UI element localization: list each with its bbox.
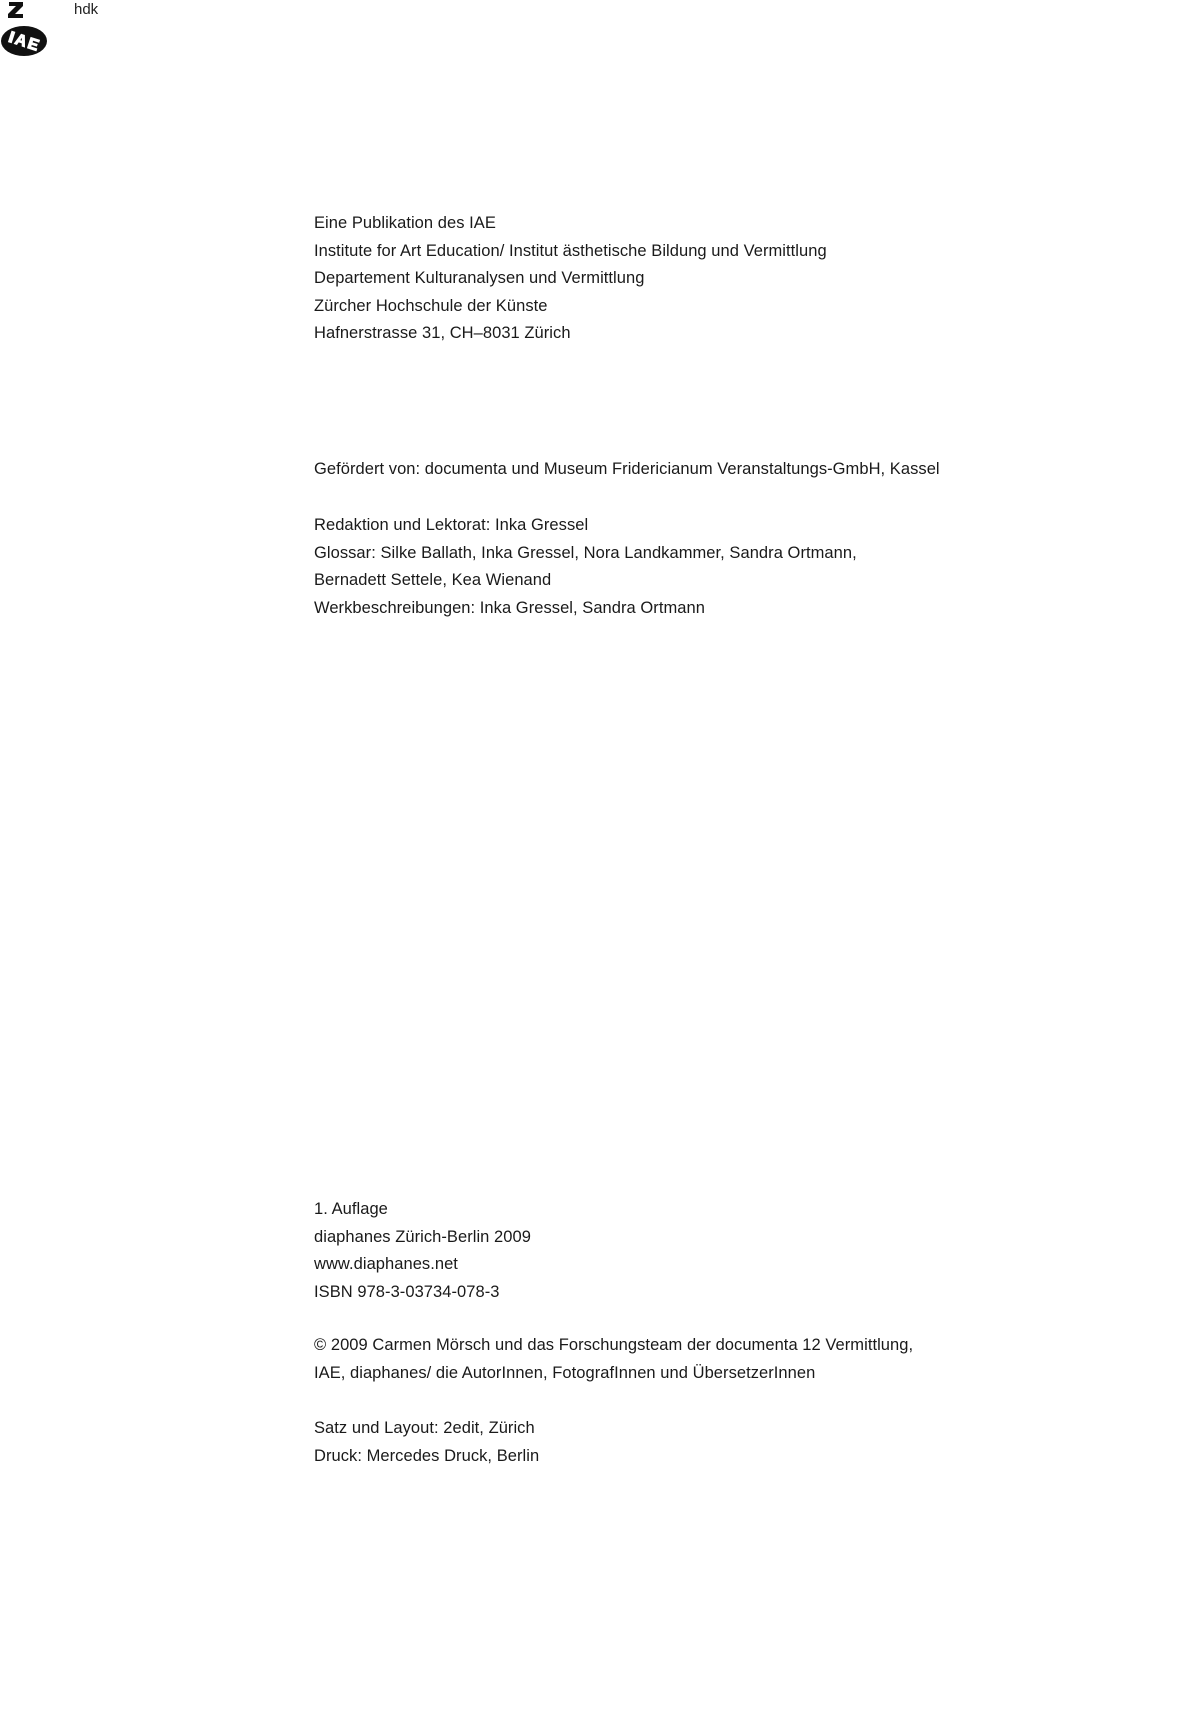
website-link[interactable]: www.diaphanes.net	[314, 1255, 458, 1273]
editorial-line: Glossar: Silke Ballath, Inka Gressel, Nora Landkammer, Sandra Ortmann,	[314, 543, 857, 562]
publisher-block	[314, 210, 827, 348]
production-block	[314, 1415, 539, 1470]
edition-line: diaphanes Zürich-Berlin 2009	[314, 1227, 531, 1246]
editorial-line: Bernadett Settele, Kea Wienand	[314, 571, 552, 589]
copyright-block	[314, 1332, 913, 1387]
zhdk-iae-logo-icon	[0, 0, 56, 62]
isbn-line: ISBN 978-3-03734-078-3	[314, 1282, 500, 1301]
copyright-line: © 2009 Carmen Mörsch und das Forschungsteam der documenta 12 Vermittlung,	[314, 1336, 914, 1354]
edition-block	[314, 1196, 531, 1306]
publisher-line: Eine Publikation des IAE	[314, 214, 496, 232]
editorial-credits-block	[314, 512, 857, 622]
funding-block	[314, 456, 940, 484]
publisher-line: Hafnerstrasse 31, CH–8031 Zürich	[314, 324, 571, 342]
edition-line: 1. Auflage	[314, 1200, 388, 1218]
production-line: Druck: Mercedes Druck, Berlin	[314, 1446, 540, 1465]
zhdk-iae-logo	[0, 0, 160, 62]
logo-hdk-label: hdk	[74, 1, 99, 18]
editorial-line: Werkbeschreibungen: Inka Gressel, Sandra Ortmann	[314, 598, 705, 617]
copyright-line: IAE, diaphanes/ die AutorInnen, FotografInnen und ÜbersetzerInnen	[314, 1363, 816, 1382]
publisher-line: Departement Kulturanalysen und Vermittlung	[314, 269, 645, 287]
funding-line: Gefördert von: documenta und Museum Fridericianum Veranstaltungs-GmbH, Kassel	[314, 460, 940, 478]
publisher-line: Institute for Art Education/ Institut ästhetische Bildung und Vermittlung	[314, 241, 827, 260]
publisher-line: Zürcher Hochschule der Künste	[314, 296, 548, 315]
editorial-line: Redaktion und Lektorat: Inka Gressel	[314, 516, 589, 534]
production-line: Satz und Layout: 2edit, Zürich	[314, 1419, 535, 1437]
